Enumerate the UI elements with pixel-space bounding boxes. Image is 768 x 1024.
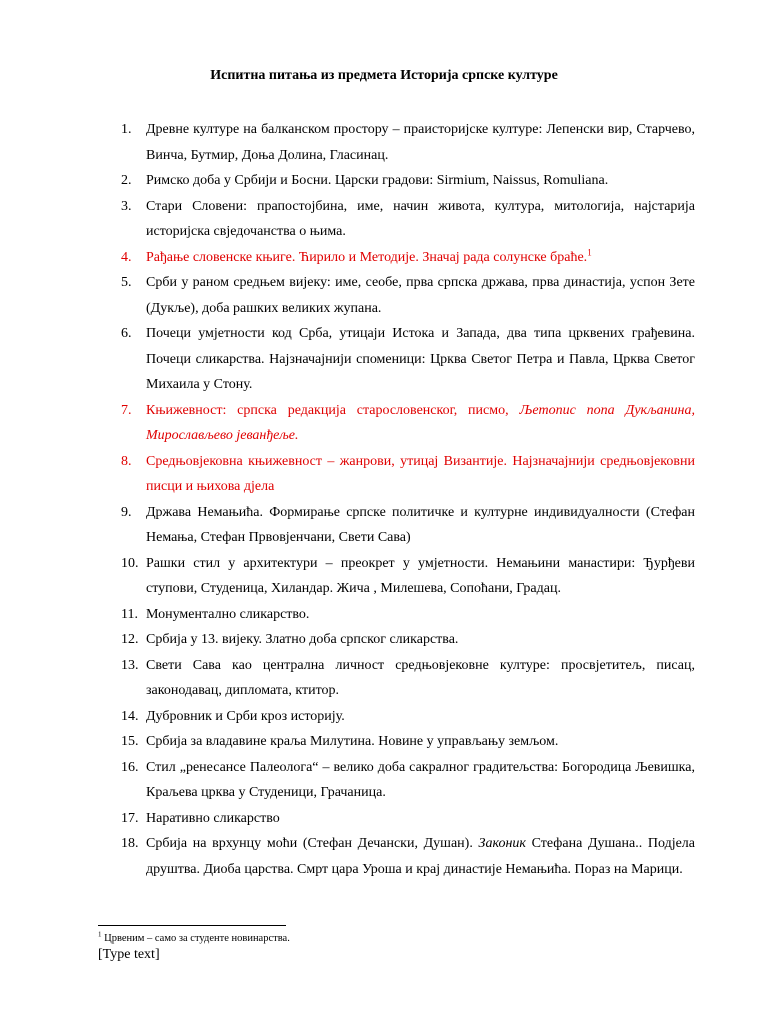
item-text: Србија у 13. вијеку. Златно доба српског сликарства. <box>146 632 459 647</box>
item-text: Рашки стил у архитектури – преокрет у умјетности. Немањини манастири: Ђурђеви ступови, Студеница, Хиландар. Жича , Милешева, Сопоћани, Градац. <box>146 555 695 596</box>
item-text: Књижевност: српска редакција старословенског, писмо, <box>146 402 520 418</box>
footnote-text: Црвеним – само за студенте новинарства. <box>101 933 290 944</box>
item-text: Наративно сликарство <box>146 810 280 826</box>
list-item <box>121 729 695 755</box>
item-number: 10. <box>121 555 139 571</box>
footnote-mark: 1 <box>98 930 102 939</box>
item-number: 6. <box>121 326 132 341</box>
list-item <box>121 602 695 628</box>
item-text: Стари Словени: прапостојбина, име, начин живота, култура, митологија, најстарија историјска свједочанства о њима. <box>146 198 695 239</box>
item-number: 17. <box>121 810 139 826</box>
list-item <box>121 551 695 602</box>
list-item-highlighted <box>121 245 695 271</box>
item-text: Римско доба у Србији и Босни. Царски градови: Sirmium, Naissus, Romuliana. <box>146 173 609 188</box>
item-text: Монументално сликарство. <box>146 606 310 622</box>
item-text: Древне културе на балканском простору – праисторијске културе: Лепенски вир, Старчево, Винча, Бутмир, Доња Долина, Гласинац. <box>146 122 695 163</box>
item-text: Почеци умјетности код Срба, утицаји Истока и Запада, два типа црквених грађевина. Почеци сликарства. Најзначајнији споменици: Црква Светог Петра и Павла, Црква Светог Михаила у Стону. <box>146 326 695 392</box>
item-number: 14. <box>121 708 139 724</box>
item-number: 5. <box>121 275 132 290</box>
list-item <box>121 194 695 245</box>
item-text: Свети Сава као централна личност средњовјековне културе: просвјетитељ, писац, законодавац, дипломата, ктитор. <box>146 657 695 698</box>
item-text: Средњовјековна књижевност – жанрови, утицај Византије. Најзначајнији средњовјековни писци и њихова дјела <box>146 453 695 494</box>
item-text: Стил „ренесансе Палеолога“ – велико доба сакралног градитељства: Богородица Љевишка, Краљева црква у Студеници, Грачаница. <box>146 759 695 800</box>
item-number: 8. <box>121 453 132 469</box>
item-number: 16. <box>121 759 139 775</box>
item-text-italic: Законик <box>478 836 526 851</box>
footnote-reference[interactable]: 1 <box>587 246 592 257</box>
list-item <box>121 270 695 321</box>
list-item <box>121 755 695 806</box>
item-number: 1. <box>121 122 132 137</box>
item-number: 13. <box>121 657 139 673</box>
item-number: 7. <box>121 402 132 418</box>
item-text: Срби у раном средњем вијеку: име, сеобе, прва српска држава, прва династија, успон Зете (Дукље), доба рашких великих жупана. <box>146 275 695 316</box>
list-item <box>121 321 695 398</box>
item-number: 12. <box>121 632 139 647</box>
footnote-separator <box>98 925 286 926</box>
list-item <box>121 831 695 882</box>
item-number: 18. <box>121 836 139 851</box>
list-item <box>121 627 695 653</box>
item-number: 11. <box>121 606 138 622</box>
list-item <box>121 704 695 730</box>
item-number: 3. <box>121 198 132 214</box>
item-text: Србија за владавине краља Милутина. Новине у управљању земљом. <box>146 734 559 749</box>
list-item-highlighted <box>121 449 695 500</box>
item-text: Држава Немањића. Формирање српске политичке и културне индивидуалности (Стефан Немања, Стефан Првовјенчани, Свети Сава) <box>146 504 695 545</box>
list-item <box>121 500 695 551</box>
item-text: Дубровник и Срби кроз историју. <box>146 708 345 724</box>
list-item-highlighted <box>121 398 695 449</box>
item-text: Србија на врхунцу моћи (Стефан Дечански, Душан). <box>146 836 479 851</box>
text-placeholder[interactable]: [Type text] <box>98 947 160 962</box>
list-item <box>121 653 695 704</box>
item-number: 2. <box>121 173 132 188</box>
list-item <box>121 117 695 168</box>
item-number: 4. <box>121 249 132 265</box>
document-title: Испитна питања из предмета Историја српске културе <box>210 68 558 83</box>
item-text-italic: Љетопис попа Дукљанина, Мирослављево јеванђеље. <box>146 402 696 443</box>
item-text: Стефана Душана.. Подјела друштва. Диоба царства. Смрт цара Уроша и крај династије Немањића. Пораз на Марици. <box>146 836 696 877</box>
footnote <box>98 932 290 946</box>
list-item <box>121 168 695 194</box>
item-number: 15. <box>121 734 139 749</box>
item-number: 9. <box>121 504 132 520</box>
list-item <box>121 806 695 832</box>
question-list <box>121 117 695 882</box>
item-text: Рађање словенске књиге. Ћирило и Методије. Значај рада солунске браће. <box>146 249 588 265</box>
